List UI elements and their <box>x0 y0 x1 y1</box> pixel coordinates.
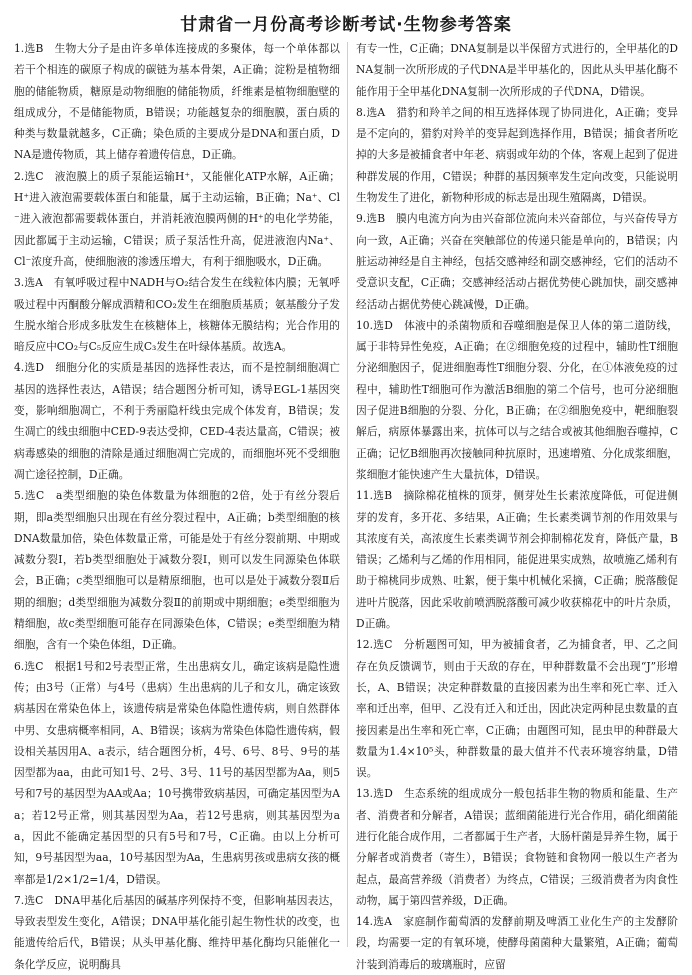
left-column <box>14 38 340 971</box>
answer-item-6: 6.选C 根据1号和2号表型正常，生出患病女儿，确定该病是隐性遗传；由3号（正常）与4号（患病）生出患病的儿子和女儿，确定该致病基因在常染色体上，该遗传病是常染色体隐性遗传病，则自然群体中男、女患病概率相同，A、B错误；该病为常染色体隐性遗传病，假设相关基因用A、a表示，结合题图分析，4号、6号、8号、9号的基因型都为aa，由此可知1号、2号、3号、11号的基因型都为Aa，则5号和7号的基因型为AA或Aa；10号携带致病基因，可确定基因型为Aa；若12号正常，则其基因型为Aa，若12号患病，则其基因型为aa，因此不能确定基因型的只有5号和7号，C正确。由以上分析可知，9号基因型为aa，10号基因型为Aa，生患病男孩或患病女孩的概率都是1/2×1/2=1/4，D错误。 <box>14 659 340 886</box>
answer-item-8: 8.选A 猎豹和羚羊之间的相互选择体现了协同进化，A正确；变异是不定向的，猎豹对羚羊的变异起到选择作用，B错误；捕食者所吃掉的大多是被捕食者中年老、病弱或年幼的个体，客观上起到了促进种群发展的作用，C错误；种群的基因频率发生定向改变，只能说明生物发生了进化，新物种形成的标志是出现生殖隔离，D错误。 <box>356 105 678 205</box>
right-column <box>356 38 678 971</box>
answer-item-4: 4.选D 细胞分化的实质是基因的选择性表达，而不是控制细胞凋亡基因的选择性表达，A错误；结合题图分析可知，诱导EGL-1基因突变，影响细胞凋亡，不利于秀丽隐杆线虫完成个体发育，B错误；发生凋亡的线虫细胞中CED-9表达受抑，CED-4表达量高，C错误；被病毒感染的细胞的清除是通过细胞凋亡完成的，而细胞坏死不受细胞凋亡途径控制，D正确。 <box>14 361 340 481</box>
answer-item-11: 11.选B 摘除棉花植株的顶芽，侧芽处生长素浓度降低，可促进侧芽的发育，多开花、多结果，A正确；生长素类调节剂的作用效果与其浓度有关，高浓度生长素类调节剂会抑制棉花发育，降低产量，B错误；乙烯利与乙烯的作用相同，能促进果实成熟，故喷施乙烯利有助于棉桃同步成熟、吐絮，便于集中机械化采摘，C正确；脱落酸促进叶片脱落，因此采收前喷洒脱落酸可减少收获棉花中的叶片杂质，D正确。 <box>356 489 678 631</box>
answer-item-3: 3.选A 有氧呼吸过程中NADH与O₂结合发生在线粒体内膜；无氧呼吸过程中丙酮酸分解成酒精和CO₂发生在细胞质基质；氨基酸分子发生脱水缩合形成多肽发生在核糖体上，核糖体无膜结构；光合作用的暗反应中CO₂与C₅反应生成C₃发生在叶绿体基质。故选A。 <box>14 276 340 354</box>
answer-item-7-continued: 有专一性，C正确；DNA复制是以半保留方式进行的，全甲基化的DNA复制一次所形成的子代DNA是半甲基化的，因此从头甲基化酶不能作用于全甲基化DNA复制一次所形成的子代DNA，D错误。 <box>356 42 678 98</box>
answer-item-7: 7.选C DNA甲基化后基因的碱基序列保持不变，但影响基因表达，导致表型发生变化，A错误；DNA甲基化能引起生物性状的改变，也能遗传给后代，B错误；从头甲基化酶、维持甲基化酶均只能催化一条化学反应，说明酶具 <box>14 893 340 971</box>
answer-item-9: 9.选B 膜内电流方向为由兴奋部位流向未兴奋部位，与兴奋传导方向一致，A正确；兴奋在突触部位的传递只能是单向的，B错误；内脏运动神经是自主神经，包括交感神经和副交感神经，它们的活动不受意识支配，C正确；交感神经活动占据优势使心跳加快，副交感神经活动占据优势使心跳减慢，D正确。 <box>356 212 678 311</box>
answer-item-5: 5.选C a类型细胞的染色体数量为体细胞的2倍，处于有丝分裂后期，即a类型细胞只出现在有丝分裂过程中，A正确；b类型细胞的核DNA数量加倍，染色体数量正常，可能是处于有丝分裂前期、中期或减数分裂Ⅰ，若b类型细胞处于减数分裂Ⅰ，则可以发生同源染色体联会，B正确；c类型细胞可以是精原细胞，也可以是处于减数分裂Ⅱ后期的细胞；d类型细胞为减数分裂Ⅱ的前期或中期细胞；e类型细胞为精细胞，故c类型细胞可能存在同源染色体，C错误；e类型细胞为精细胞，含有一个染色体组，D正确。 <box>14 489 340 652</box>
answer-item-1: 1.选B 生物大分子是由许多单体连接成的多聚体，每一个单体都以若干个相连的碳原子构成的碳链为基本骨架，A正确；淀粉是植物细胞的储能物质，糖原是动物细胞的储能物质，纤维素是植物细胞壁的组成成分，不是储能物质，B错误；功能越复杂的细胞膜，蛋白质的种类与数量就越多，C正确；染色质的主要成分是DNA和蛋白质，DNA是遗传物质，其上储存着遗传信息，D正确。 <box>14 42 340 162</box>
answer-item-2: 2.选C 液泡膜上的质子泵能运输H⁺，又能催化ATP水解，A正确；H⁺进入液泡需要载体蛋白和能量，属于主动运输，B正确；Na⁺、Cl⁻进入液泡都需要载体蛋白，并消耗液泡膜两侧的H⁺的电化学势能，因此都属于主动运输，C错误；质子泵活性升高，促进液泡内Na⁺、Cl⁻浓度升高，使细胞液的渗透压增大，有利于细胞吸水，D正确。 <box>14 169 340 268</box>
page-title: 甘肃省一月份高考诊断考试·生物参考答案 <box>180 15 512 35</box>
column-divider <box>347 42 348 947</box>
answer-item-12: 12.选C 分析题图可知，甲为被捕食者，乙为捕食者，甲、乙之间存在负反馈调节，则由于天敌的存在，甲种群数量不会出现“J”形增长，A、B错误；决定种群数量的直接因素为出生率和死亡率、迁入率和迁出率，但甲、乙没有迁入和迁出，因此决定两种昆虫数量的直接因素是出生率和死亡率，C正确；由题图可知，昆虫甲的种群最大数量为1.4×10⁵头，种群数量的最大值并不代表环境容纳量，D错误。 <box>356 638 678 780</box>
answer-item-10: 10.选D 体液中的杀菌物质和吞噬细胞是保卫人体的第二道防线，属于非特异性免疫，A正确；在②细胞免疫的过程中，辅助性T细胞分泌细胞因子，促进细胞毒性T细胞分裂、分化，在①体液免疫的过程中，辅助性T细胞可作为激活B细胞的第二个信号，也可分泌细胞因子促进B细胞的分裂、分化，B正确；在②细胞免疫中，靶细胞裂解后，病原体暴露出来，抗体可以与之结合或被其他细胞吞噬掉，C正确；记忆B细胞再次接触同种抗原时，迅速增殖、分化成浆细胞，浆细胞才能快速产生大量抗体，D错误。 <box>356 318 678 481</box>
answer-item-14: 14.选A 家庭制作葡萄酒的发酵前期及啤酒工业化生产的主发酵阶段，均需要一定的有氧环境，使酵母菌菌种大量繁殖，A正确；葡萄汁装到消毒后的玻璃瓶时，应留 <box>356 915 678 971</box>
answer-item-13: 13.选D 生态系统的组成成分一般包括非生物的物质和能量、生产者、消费者和分解者，A错误；蓝细菌能进行光合作用，硝化细菌能进行化能合成作用，二者都属于生产者，大肠杆菌是异养生物，属于分解者或消费者（寄生），B错误；食物链和食物网一般以生产者为起点，最高营养级（消费者）为终点，C错误；三级消费者为肉食性动物，属于第四营养级，D正确。 <box>356 787 678 907</box>
